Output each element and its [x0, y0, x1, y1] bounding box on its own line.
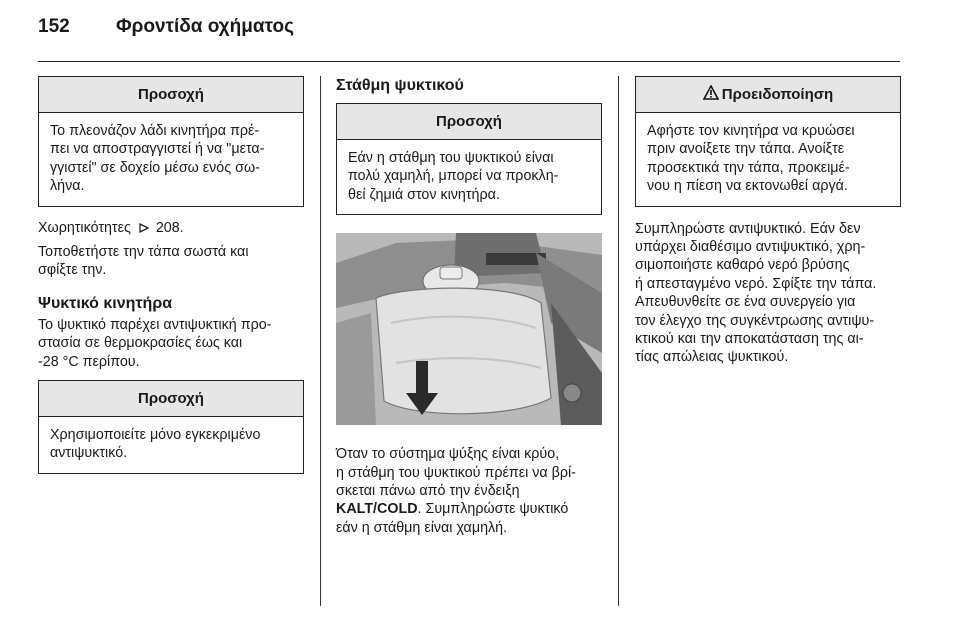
text-line-kalt: KALT/COLD. Συμπληρώστε ψυκτικό	[336, 501, 569, 518]
capacity-label: Χωρητικότητες	[38, 219, 131, 236]
coolant-level-paragraph	[336, 445, 602, 537]
caution-box-title: Προσοχή	[337, 104, 601, 140]
warning-box-body	[636, 113, 900, 206]
page-number: 152	[38, 16, 70, 37]
engine-bay-illustration	[336, 233, 602, 425]
text-line: πει να αποστραγγιστεί ή να "μετα-	[50, 141, 265, 158]
text-line: αντιψυκτικό.	[50, 445, 128, 462]
text-line: προσεκτικά την τάπα, προκειμέ-	[647, 159, 850, 176]
text-line: λήνα.	[50, 178, 85, 195]
text-line: σκεται πάνω από την ένδειξη	[336, 483, 520, 500]
warning-box-hot-engine	[635, 76, 901, 207]
text-line: Το ψυκτικό παρέχει αντιψυκτική προ-	[38, 316, 272, 333]
page-ref-arrow-icon	[139, 220, 149, 230]
text-line: Αφήστε τον κινητήρα να κρυώσει	[647, 123, 855, 139]
text-line: σιμοποιήστε καθαρό νερό βρύσης	[635, 257, 850, 274]
capacity-page-link[interactable]: 208.	[155, 219, 184, 236]
text-line: πριν ανοίξετε την τάπα. Ανοίξτε	[647, 141, 845, 158]
refill-paragraph	[635, 220, 901, 367]
text-line: γγιστεί" σε δοχείο μέσω ενός σω-	[50, 159, 260, 176]
text-line: Εάν η στάθμη του ψυκτικού είναι	[348, 150, 554, 166]
header-rule	[38, 61, 900, 62]
text-line: Συμπληρώστε αντιψυκτικό. Εάν δεν	[635, 220, 861, 237]
capacity-reference	[38, 219, 304, 237]
text-line: τίας απώλειας ψυκτικού.	[635, 349, 789, 366]
column-divider-2	[618, 76, 619, 606]
coolant-reservoir-photo	[336, 233, 602, 425]
column-divider-1	[320, 76, 321, 606]
page-header	[38, 16, 294, 52]
text-line: -28 °C περίπου.	[38, 353, 140, 370]
text-line: τον έλεγχο της συγκέντρωσης αντιψυ-	[635, 312, 875, 329]
text-line: Όταν το σύστημα ψύξης είναι κρύο,	[336, 446, 560, 463]
column-3	[635, 76, 901, 367]
text-line: στασία σε θερμοκρασίες έως και	[38, 335, 243, 352]
text-line: Τοποθετήστε την τάπα σωστά και	[38, 244, 249, 261]
caution-box-antifreeze	[38, 380, 304, 474]
caution-box-body	[39, 113, 303, 206]
text-line: η στάθμη του ψυκτικού πρέπει να βρί-	[336, 464, 576, 481]
text-line: σφίξτε την.	[38, 262, 107, 279]
page-title: Φροντίδα οχήματος	[116, 16, 294, 37]
caution-box-title: Προσοχή	[39, 77, 303, 113]
warning-box-title: Προειδοποίηση	[636, 77, 900, 113]
caution-box-title: Προσοχή	[39, 381, 303, 417]
text-line: Απευθυνθείτε σε ένα συνεργείο για	[635, 294, 856, 311]
cap-instruction	[38, 243, 304, 280]
caution-box-body	[39, 417, 303, 473]
text-line: θεί ζημιά στον κινητήρα.	[348, 186, 500, 203]
text-line: υπάρχει διαθέσιμο αντιψυκτικό, χρη-	[635, 239, 866, 256]
text-line: πολύ χαμηλή, μπορεί να προκλη-	[348, 168, 559, 185]
coolant-heading: Ψυκτικό κινητήρα	[38, 294, 173, 312]
column-2	[336, 76, 602, 537]
text-line: Χρησιμοποιείτε μόνο εγκεκριμένο	[50, 427, 261, 444]
caution-box-excess-oil	[38, 76, 304, 207]
text-line: εάν η στάθμη είναι χαμηλή.	[336, 519, 508, 536]
text-line: κτικού και την αποκατάσταση της αι-	[635, 331, 864, 348]
caution-box-body	[337, 140, 601, 214]
coolant-paragraph	[38, 316, 304, 371]
caution-box-low-level	[336, 103, 602, 215]
text-line: Το πλεονάζον λάδι κινητήρα πρέ-	[50, 123, 260, 139]
text-line: ή απεσταγμένο νερό. Σφίξτε την τάπα.	[635, 275, 877, 292]
kalt-cold-mark: KALT/COLD	[336, 501, 418, 518]
column-1	[38, 76, 304, 474]
warning-triangle-icon	[703, 85, 719, 104]
text-line: νου η πίεση να εκτονωθεί αργά.	[647, 178, 848, 195]
coolant-level-heading: Στάθμη ψυκτικού	[336, 77, 464, 94]
